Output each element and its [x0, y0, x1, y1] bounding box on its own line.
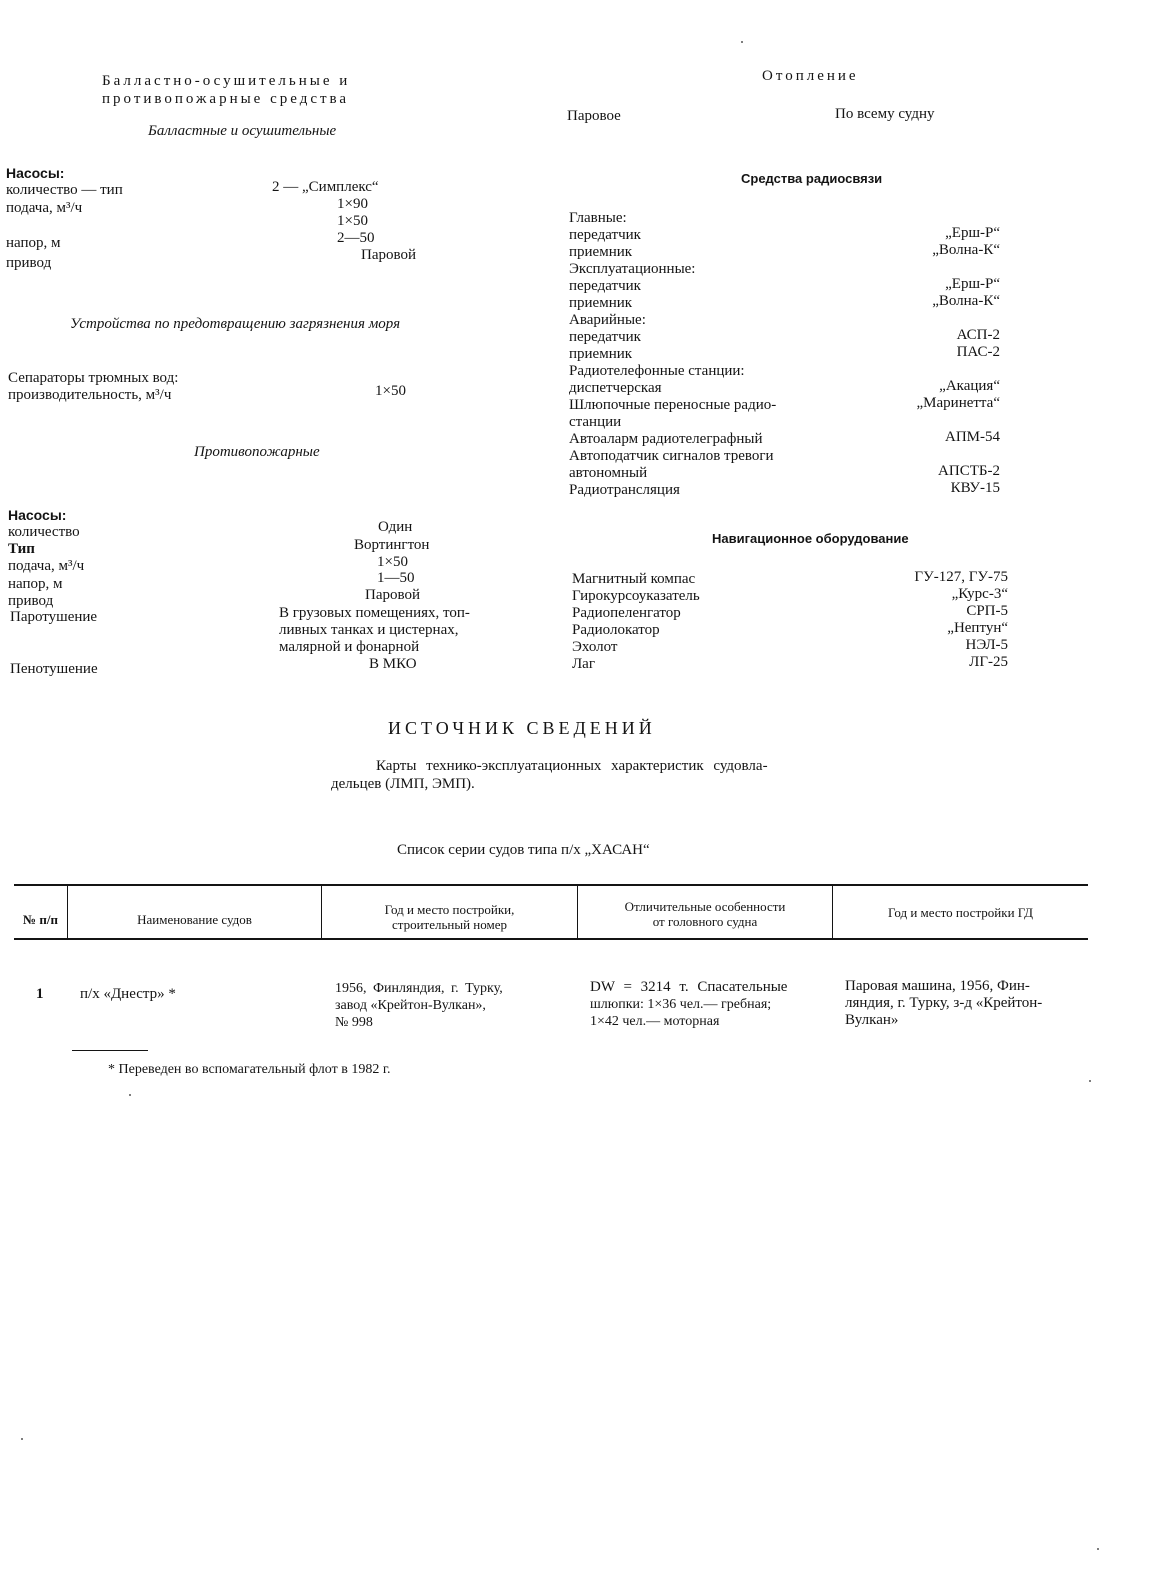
foam-value: В МКО [369, 656, 417, 672]
ballast-heading-line2: противопожарные средства [102, 91, 350, 107]
column-header: № п/п [23, 912, 58, 927]
radio-row-label: Радиотелефонные станции: [569, 363, 745, 379]
pump-row-label: привод [6, 255, 52, 271]
nav-row-value: ГУ-127, ГУ-75 [914, 569, 1008, 585]
build-info-line: завод «Крейтон-Вулкан», [335, 998, 486, 1013]
column-header: Отличительные особенности [624, 899, 786, 914]
pump-row-value: 2 — „Симплекс“ [272, 179, 379, 195]
pump-row-value: 1×90 [337, 196, 368, 212]
build-info-line: 1956, Финляндия, г. Турку, [335, 981, 503, 996]
radio-row-value: „Ерш-Р“ [945, 276, 1000, 292]
nav-row-value: „Курс-3“ [951, 586, 1008, 602]
radio-row-label: приемник [569, 346, 633, 362]
radio-row-value: АПМ-54 [945, 429, 1000, 445]
radio-row-label: приемник [569, 295, 633, 311]
radio-row-value: „Ерш-Р“ [945, 225, 1000, 241]
productivity-label: производительность, м³/ч [8, 387, 172, 403]
radio-row-label: автономный [569, 465, 648, 481]
scan-speck [21, 1438, 23, 1440]
fire-row-label: напор, м [8, 576, 63, 592]
fire-row-label: количество [8, 524, 80, 540]
scan-speck [129, 1094, 131, 1096]
pump-row-label: напор, м [6, 235, 61, 251]
heating-type: Паровое [567, 108, 621, 124]
table-top-rule [14, 884, 1088, 886]
heating-scope: По всему судну [835, 106, 935, 122]
table-caption: Список серии судов типа п/х „ХАСАН“ [397, 842, 650, 858]
productivity-value: 1×50 [375, 383, 406, 399]
nav-row-label: Магнитный компас [572, 571, 696, 587]
scan-speck [1089, 1080, 1091, 1082]
column-header: Год и место постройки ГД [887, 905, 1034, 920]
column-header: от головного судна [652, 914, 758, 929]
steam-label: Паротушение [10, 609, 98, 625]
radio-row-value: КВУ-15 [950, 480, 1000, 496]
radio-row-value: „Волна-К“ [932, 293, 1000, 309]
nav-row-value: ЛГ-25 [969, 654, 1008, 670]
fire-row-label: Тип [8, 541, 35, 557]
column-header: Наименование судов [137, 912, 252, 927]
separators-label: Сепараторы трюмных вод: [8, 370, 179, 386]
feature-line: шлюпки: 1×36 чел.— гребная; [590, 997, 772, 1012]
radio-row-label: Аварийные: [569, 312, 646, 328]
nav-row-label: Радиолокатор [572, 622, 660, 638]
row-number: 1 [36, 986, 44, 1002]
fire-row-value: 1×50 [377, 554, 408, 570]
radio-row-label: приемник [569, 244, 633, 260]
pump-row-value: 2—50 [337, 230, 375, 246]
radio-row-label: передатчик [569, 227, 641, 243]
engine-line: ляндия, г. Турку, з-д «Крейтон- [845, 995, 1043, 1011]
feature-line: DW = 3214 т. Спасательные [590, 979, 788, 995]
fire-pumps-label: Насосы: [8, 507, 67, 523]
table-header-rule [14, 938, 1088, 940]
source-text-line1: Карты технико-эксплуатационных характеристик судовла- [376, 758, 768, 774]
nav-row-label: Радиопеленгатор [572, 605, 681, 621]
steam-value-line: малярной и фонарной [279, 639, 420, 655]
fire-row-label: подача, м³/ч [8, 558, 85, 574]
radio-row-value: АПСТБ-2 [938, 463, 1000, 479]
radio-row-value: „Маринетта“ [916, 395, 1000, 411]
radio-row-label: передатчик [569, 278, 641, 294]
pumps-label: Насосы: [6, 165, 65, 181]
radio-row-value: АСП-2 [956, 327, 1000, 343]
fire-row-value: Паровой [365, 587, 420, 603]
engine-line: Паровая машина, 1956, Фин- [845, 978, 1030, 994]
nav-row-value: СРП-5 [966, 603, 1008, 619]
radio-row-label: передатчик [569, 329, 641, 345]
ballast-subheading: Балластные и осушительные [148, 123, 337, 139]
radio-row-value: „Акация“ [939, 378, 1000, 394]
fire-row-value: 1—50 [377, 570, 415, 586]
pump-row-label: подача, м³/ч [6, 200, 83, 216]
build-info-line: № 998 [335, 1015, 373, 1030]
pump-row-value: 1×50 [337, 213, 368, 229]
scan-speck [1097, 1548, 1099, 1550]
fire-row-label: привод [8, 593, 54, 609]
source-heading: ИСТОЧНИК СВЕДЕНИЙ [388, 718, 656, 738]
scan-speck [741, 41, 743, 43]
pump-row-label: количество — тип [6, 182, 123, 198]
heating-heading: Отопление [762, 68, 859, 84]
footnote-rule [72, 1050, 148, 1051]
fire-subheading: Противопожарные [194, 444, 320, 460]
foam-label: Пенотушение [10, 661, 98, 677]
radio-heading: Средства радиосвязи [741, 171, 883, 186]
radio-row-label: станции [569, 414, 622, 430]
nav-row-label: Эхолот [572, 639, 618, 655]
nav-row-label: Лаг [572, 656, 595, 672]
column-header: строительный номер [391, 917, 508, 932]
column-header: Год и место постройки, [384, 902, 515, 917]
ship-name: п/х «Днестр» * [80, 986, 176, 1002]
source-text-line2: дельцев (ЛМП, ЭМП). [331, 776, 475, 792]
radio-row-label: Радиотрансляция [569, 482, 680, 498]
radio-row-label: Шлюпочные переносные радио- [569, 397, 777, 413]
radio-row-label: Автоаларм радиотелеграфный [569, 431, 763, 447]
fire-row-value: Один [378, 519, 413, 535]
fire-row-value: Вортингтон [354, 537, 430, 553]
pollution-subheading: Устройства по предотвращению загрязнения моря [70, 316, 401, 332]
pump-row-value: Паровой [361, 247, 416, 263]
nav-row-value: НЭЛ-5 [965, 637, 1008, 653]
nav-row-value: „Нептун“ [947, 620, 1008, 636]
radio-row-label: Главные: [569, 210, 627, 226]
feature-line: 1×42 чел.— моторная [590, 1014, 720, 1029]
radio-row-label: Эксплуатационные: [569, 261, 696, 277]
radio-row-value: ПАС-2 [956, 344, 1000, 360]
radio-row-label: Автоподатчик сигналов тревоги [569, 448, 774, 464]
radio-row-label: диспетчерская [569, 380, 662, 396]
radio-row-value: „Волна-К“ [932, 242, 1000, 258]
ballast-heading-line1: Балластно-осушительные и [102, 73, 351, 89]
footnote: * Переведен во вспомагательный флот в 1982 г. [108, 1062, 391, 1077]
steam-value-line: ливных танках и цистернах, [279, 622, 459, 638]
nav-heading: Навигационное оборудование [712, 531, 909, 546]
engine-line: Вулкан» [845, 1012, 899, 1028]
steam-value-line: В грузовых помещениях, топ- [279, 605, 470, 621]
nav-row-label: Гирокурсоуказатель [572, 588, 700, 604]
